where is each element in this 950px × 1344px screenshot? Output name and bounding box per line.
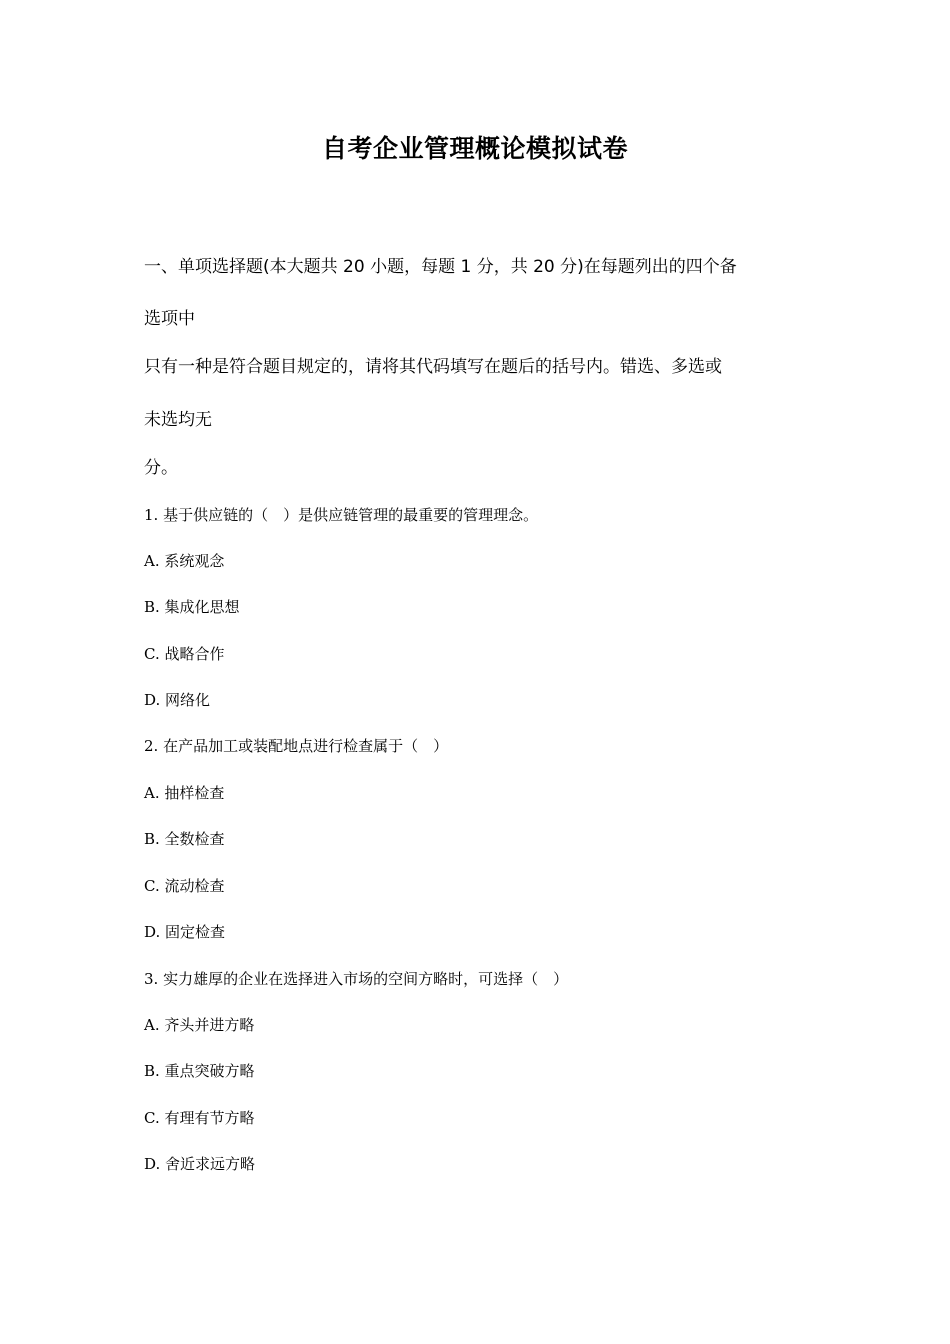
question-2-option-a: A. 抽样检查	[144, 784, 225, 802]
question-3-stem: 3. 实力雄厚的企业在选择进入市场的空间方略时，可选择（ ）	[144, 970, 569, 988]
question-1-option-b: B. 集成化思想	[144, 598, 240, 616]
question-3-option-b: B. 重点突破方略	[144, 1062, 255, 1080]
question-1-option-d: D. 网络化	[144, 691, 211, 709]
question-2-option-b: B. 全数检查	[144, 830, 225, 848]
section-intro-line-4: 未选均无	[144, 410, 212, 430]
section-intro-line-2: 选项中	[144, 309, 195, 329]
document-title: 自考企业管理概论模拟试卷	[321, 134, 628, 163]
question-3-option-a: A. 齐头并进方略	[144, 1016, 255, 1034]
question-1-option-c: C. 战略合作	[144, 645, 225, 663]
question-3-option-c: C. 有理有节方略	[144, 1109, 255, 1127]
question-3-option-d: D. 舍近求远方略	[144, 1155, 256, 1173]
section-intro-line-3: 只有一种是符合题目规定的，请将其代码填写在题后的括号内。错选、多选或	[144, 357, 722, 377]
question-2-option-d: D. 固定检查	[144, 923, 226, 941]
question-1-stem: 1. 基于供应链的（ ）是供应链管理的最重要的管理理念。	[144, 506, 539, 524]
question-2-option-c: C. 流动检查	[144, 877, 225, 895]
section-intro-line-1: 一、单项选择题(本大题共 20 小题，每题 1 分，共 20 分)在每题列出的四个备	[144, 257, 737, 277]
question-1-option-a: A. 系统观念	[144, 552, 225, 570]
section-intro-line-5: 分。	[144, 458, 178, 478]
question-2-stem: 2. 在产品加工或装配地点进行检查属于（ ）	[144, 737, 449, 755]
